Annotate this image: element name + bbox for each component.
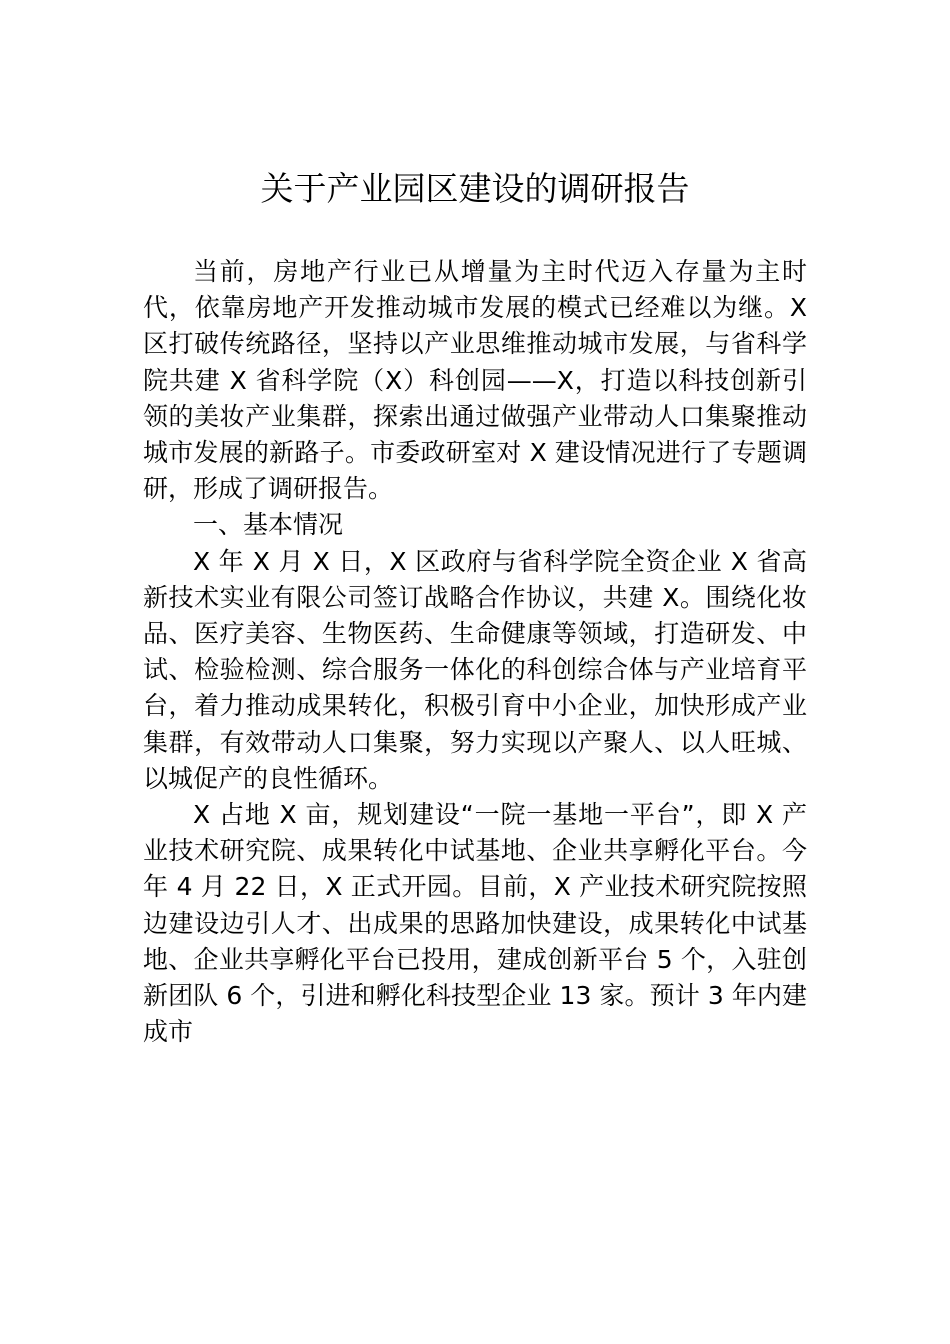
document-body — [143, 254, 807, 1050]
paragraph-planning: X 占地 X 亩，规划建设“一院一基地一平台”，即 X 产业技术研究院、成果转化中试基地、企业共享孵化平台。今年 4 月 22 日，X 正式开园。目前，X 产业技术研究院按照边建设边引人才、出成果的思路加快建设，成果转化中试基地、企业共享孵化平台已投用，建成创新平台 5 个，入驻创新团队 6 个，引进和孵化科技型企业 13 家。预计 3 年内建成市 — [143, 800, 807, 1047]
section-heading-basic-situation: 一、基本情况 — [193, 510, 344, 540]
document-title: 关于产业园区建设的调研报告 — [260, 169, 690, 208]
paragraph-cooperation: X 年 X 月 X 日，X 区政府与省科学院全资企业 X 省高新技术实业有限公司签订战略合作协议，共建 X。围绕化妆品、医疗美容、生物医药、生命健康等领域，打造研发、中试、检验检测、综合服务一体化的科创综合体与产业培育平台，着力推动成果转化，积极引育中小企业，加快形成产业集群，有效带动人口集聚，努力实现以产聚人、以人旺城、以城促产的良性循环。 — [143, 546, 807, 793]
paragraph-intro: 当前，房地产行业已从增量为主时代迈入存量为主时代，依靠房地产开发推动城市发展的模式已经难以为继。X 区打破传统路径，坚持以产业思维推动城市发展，与省科学院共建 X 省科学院（X）科创园——X，打造以科技创新引领的美妆产业集群，探索出通过做强产业带动人口集聚推动城市发展的新路子。市委政研室对 X 建设情况进行了专题调研，形成了调研报告。 — [143, 257, 807, 504]
